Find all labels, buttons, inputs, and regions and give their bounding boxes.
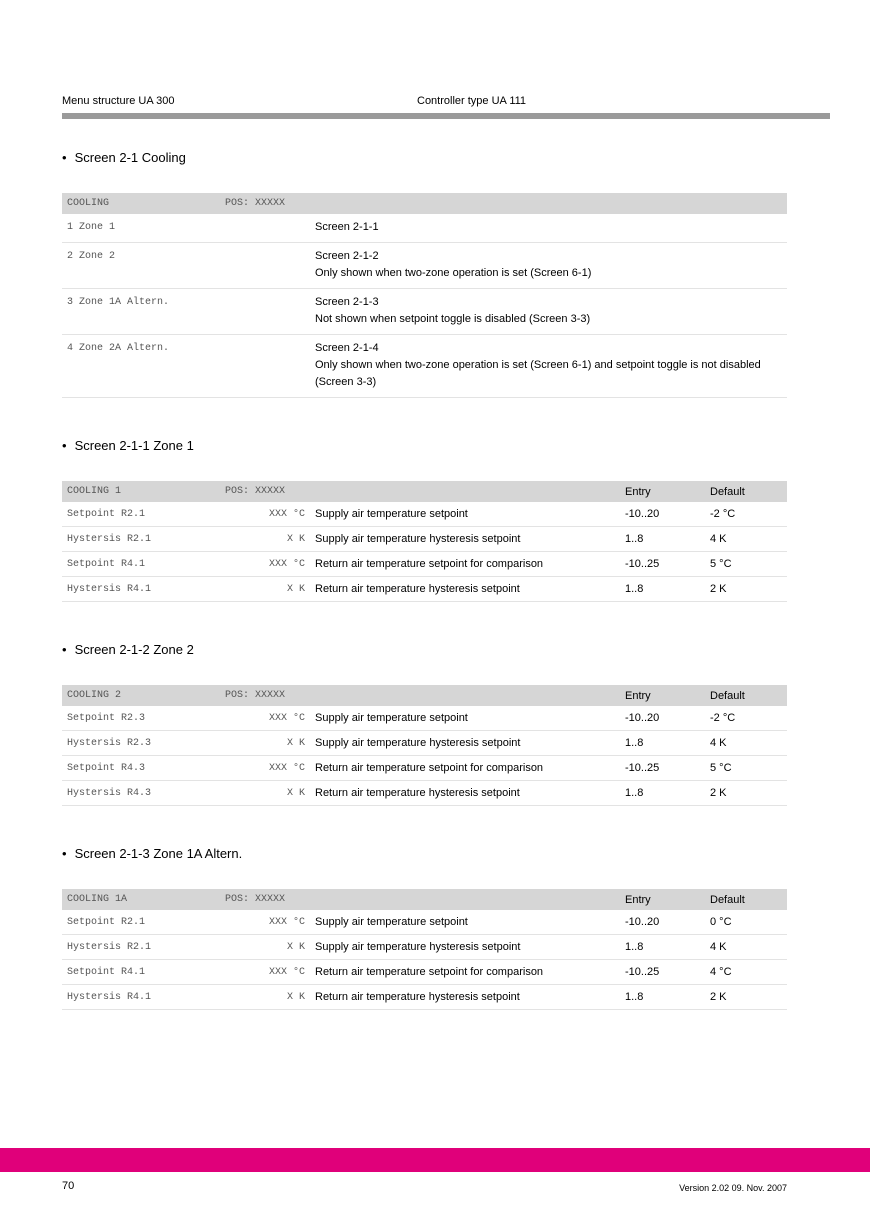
- param-description: Supply air temperature hysteresis setpoint: [315, 737, 521, 749]
- param-default: 4 K: [710, 533, 727, 545]
- entry-column-header: Entry: [625, 485, 651, 498]
- table-row: [62, 910, 787, 935]
- param-label: Setpoint R2.1: [67, 508, 146, 520]
- section-title-screen-2-1-3: • Screen 2-1-3 Zone 1A Altern.: [62, 846, 870, 862]
- param-description: Return air temperature hysteresis setpoint: [315, 991, 520, 1003]
- param-value: X K: [286, 991, 305, 1003]
- table-header-row: [62, 889, 787, 910]
- param-value: X K: [286, 533, 305, 545]
- table-row: [62, 335, 787, 398]
- page-number: 70: [62, 1180, 75, 1192]
- param-label: Hystersis R4.3: [67, 787, 152, 799]
- param-description: Return air temperature setpoint for comparison: [315, 762, 544, 774]
- condition-note: Only shown when two-zone operation is set (Screen 6-1) and setpoint toggle is not disabled (Screen 3-3): [315, 359, 761, 388]
- condition-note: Not shown when setpoint toggle is disabled (Screen 3-3): [315, 313, 591, 325]
- condition-note: Only shown when two-zone operation is set (Screen 6-1): [315, 267, 592, 279]
- section-title-screen-2-1-2: • Screen 2-1-2 Zone 2: [62, 642, 870, 658]
- table-row: [62, 985, 787, 1010]
- section-title-screen-2-1-1: • Screen 2-1-1 Zone 1: [62, 438, 870, 454]
- param-description: Supply air temperature setpoint: [315, 916, 468, 928]
- param-default: -2 °C: [710, 508, 736, 520]
- param-value: X K: [286, 583, 305, 595]
- param-entry-range: 1..8: [625, 583, 644, 595]
- header-divider: [62, 113, 830, 119]
- default-column-header: Default: [710, 485, 745, 498]
- table-header-row: [62, 481, 787, 502]
- menu-item-desc: [315, 294, 787, 328]
- table-pos: POS: XXXXX: [225, 486, 286, 497]
- menu-item-label: 1 Zone 1: [67, 222, 116, 233]
- param-entry-range: -10..20: [625, 916, 660, 928]
- param-description: Return air temperature hysteresis setpoint: [315, 583, 520, 595]
- param-label: Hystersis R4.1: [67, 991, 152, 1003]
- param-default: 4 K: [710, 941, 727, 953]
- menu-item-label: 4 Zone 2A Altern.: [67, 343, 170, 354]
- param-value: X K: [286, 787, 305, 799]
- table-row: [62, 527, 787, 552]
- table-row: [62, 577, 787, 602]
- param-entry-range: 1..8: [625, 533, 644, 545]
- footer-accent-bar: [0, 1148, 870, 1172]
- menu-item-label: 2 Zone 2: [67, 251, 116, 262]
- menu-table-cooling: [62, 193, 787, 398]
- param-value: XXX °C: [268, 712, 305, 724]
- table-name: COOLING 1: [67, 486, 122, 497]
- entry-column-header: Entry: [625, 689, 651, 702]
- table-row: [62, 935, 787, 960]
- table-row: [62, 243, 787, 289]
- param-entry-range: -10..20: [625, 508, 660, 520]
- screen-ref: Screen 2-1-3: [315, 296, 379, 308]
- menu-item-desc: [315, 248, 787, 282]
- table-row: [62, 706, 787, 731]
- param-value: XXX °C: [268, 762, 305, 774]
- table-row: [62, 214, 787, 243]
- header-left-text: Menu structure UA 300: [62, 95, 175, 107]
- table-name: COOLING: [67, 198, 110, 209]
- param-label: Hystersis R2.1: [67, 941, 152, 953]
- param-table-cooling-2: [62, 685, 787, 806]
- param-default: 2 K: [710, 583, 727, 595]
- header-right-text: Controller type UA 111: [417, 95, 527, 107]
- param-default: 0 °C: [710, 916, 732, 928]
- param-entry-range: -10..20: [625, 712, 660, 724]
- param-table-cooling-1a: [62, 889, 787, 1010]
- param-default: 2 K: [710, 787, 727, 799]
- param-label: Hystersis R2.1: [67, 533, 152, 545]
- version-text: Version 2.02 09. Nov. 2007: [679, 1183, 787, 1193]
- table-row: [62, 756, 787, 781]
- param-label: Hystersis R2.3: [67, 737, 152, 749]
- param-value: XXX °C: [268, 508, 305, 520]
- table-pos: POS: XXXXX: [225, 690, 286, 701]
- param-value: XXX °C: [268, 558, 305, 570]
- page-header: [62, 95, 870, 109]
- table-row: [62, 731, 787, 756]
- param-description: Return air temperature setpoint for comparison: [315, 558, 544, 570]
- param-label: Setpoint R4.1: [67, 558, 146, 570]
- param-entry-range: 1..8: [625, 787, 644, 799]
- param-table-cooling-1: [62, 481, 787, 602]
- menu-item-label: 3 Zone 1A Altern.: [67, 297, 170, 308]
- param-default: 4 °C: [710, 966, 732, 978]
- table-row: [62, 289, 787, 335]
- table-pos: POS: XXXXX: [225, 198, 286, 209]
- param-label: Hystersis R4.1: [67, 583, 152, 595]
- param-value: XXX °C: [268, 966, 305, 978]
- table-row: [62, 502, 787, 527]
- screen-ref: Screen 2-1-2: [315, 250, 379, 262]
- param-label: Setpoint R4.1: [67, 966, 146, 978]
- table-row: [62, 960, 787, 985]
- default-column-header: Default: [710, 689, 745, 702]
- param-value: X K: [286, 737, 305, 749]
- menu-item-desc: [315, 340, 787, 391]
- menu-item-desc: [315, 219, 787, 236]
- param-entry-range: 1..8: [625, 991, 644, 1003]
- table-row: [62, 552, 787, 577]
- param-default: 5 °C: [710, 762, 732, 774]
- param-label: Setpoint R2.3: [67, 712, 146, 724]
- entry-column-header: Entry: [625, 893, 651, 906]
- section-title-screen-2-1: • Screen 2-1 Cooling: [62, 150, 870, 166]
- param-entry-range: -10..25: [625, 966, 660, 978]
- param-description: Supply air temperature hysteresis setpoint: [315, 533, 521, 545]
- param-default: -2 °C: [710, 712, 736, 724]
- table-name: COOLING 1A: [67, 894, 128, 905]
- param-description: Return air temperature setpoint for comparison: [315, 966, 544, 978]
- table-header-row: [62, 685, 787, 706]
- screen-ref: Screen 2-1-4: [315, 342, 379, 354]
- param-default: 2 K: [710, 991, 727, 1003]
- param-entry-range: 1..8: [625, 737, 644, 749]
- param-value: XXX °C: [268, 916, 305, 928]
- table-row: [62, 781, 787, 806]
- param-label: Setpoint R4.3: [67, 762, 146, 774]
- param-entry-range: -10..25: [625, 762, 660, 774]
- table-pos: POS: XXXXX: [225, 894, 286, 905]
- param-description: Return air temperature hysteresis setpoint: [315, 787, 520, 799]
- param-default: 5 °C: [710, 558, 732, 570]
- param-description: Supply air temperature hysteresis setpoint: [315, 941, 521, 953]
- param-value: X K: [286, 941, 305, 953]
- table-name: COOLING 2: [67, 690, 122, 701]
- param-description: Supply air temperature setpoint: [315, 712, 468, 724]
- screen-ref: Screen 2-1-1: [315, 221, 379, 233]
- table-header-row: [62, 193, 787, 214]
- default-column-header: Default: [710, 893, 745, 906]
- param-entry-range: -10..25: [625, 558, 660, 570]
- param-entry-range: 1..8: [625, 941, 644, 953]
- param-label: Setpoint R2.1: [67, 916, 146, 928]
- param-description: Supply air temperature setpoint: [315, 508, 468, 520]
- param-default: 4 K: [710, 737, 727, 749]
